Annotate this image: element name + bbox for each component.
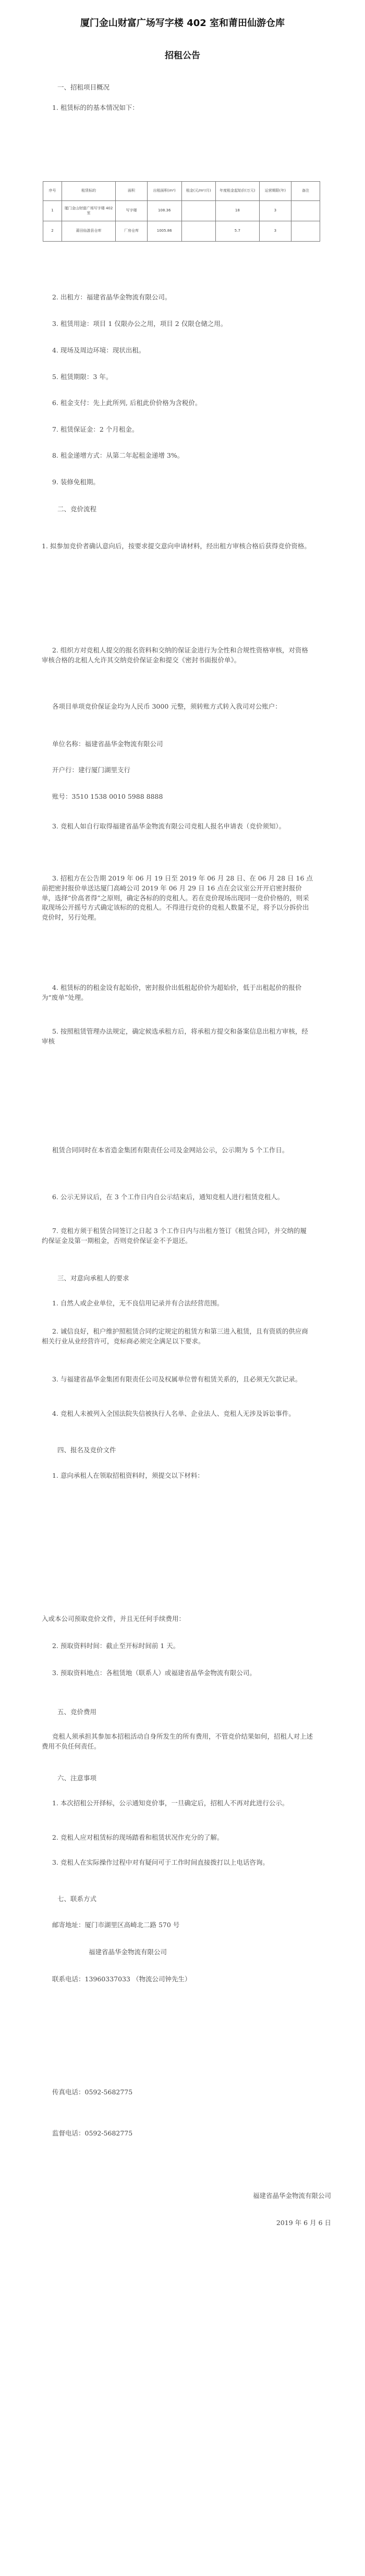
- section-2-paragraph: 2. 组织方对竞租人提交的报名资料和交纳的保证金进行为全性和合规性资格审核，对资格审核合格的北租人允许其交纳竞价保证金和提交《密封书面报价单》。: [42, 646, 308, 664]
- section-1-item: 3. 租赁用途：项目 1 仅限办公之用，项目 2 仅限仓储之用。: [52, 320, 227, 328]
- table-header-cell: 备注: [291, 182, 320, 201]
- section-4-paragraph: 1. 意向承租人在领取招租资料时，须提交以下材料：: [52, 1472, 204, 1479]
- section-6-item: 2. 竞租人应对租赁标的现场踏看和租赁状况作充分的了解。: [52, 1833, 224, 1841]
- section-5-heading: 五、竞价费用: [57, 1708, 97, 1716]
- section-1-item: 4. 现场及周边环境：现状出租。: [52, 346, 145, 354]
- table-cell: 厦门金山财富广场写字楼 402 室: [62, 201, 115, 221]
- section-1-item: 5. 租赁期限：3 年。: [52, 373, 113, 381]
- section-1-item: 9. 装修免租期。: [52, 478, 100, 486]
- table-cell: [291, 201, 320, 221]
- mail-address: 邮寄地址：厦门市湖里区高崎北二路 570 号: [52, 1921, 180, 1929]
- table-row: [43, 221, 320, 242]
- account-number: 账号：3510 1538 0010 5988 8888: [52, 793, 163, 800]
- table-header-cell: 年度租金起始价(万元): [215, 182, 259, 201]
- table-header-cell: 序号: [43, 182, 62, 201]
- section-2-paragraph: 各项目单项竞价保证金均为人民币 3000 元整，须转账方式转入我司对公账户：: [52, 702, 282, 710]
- supervision-phone: 监督电话：0592-5682775: [52, 2129, 133, 2137]
- section-1-heading: 一、招租项目概况: [57, 83, 110, 91]
- table-header-cell: 租金(元/m²/月): [181, 182, 215, 201]
- table-cell: [181, 221, 215, 242]
- section-2-paragraph: 4. 租赁标的的租金设有起始价，密封报价出低租起价价为超始价，低于出租起价的报价为“废单”处理。: [42, 984, 302, 1001]
- table-cell: 108.36: [147, 201, 181, 221]
- section-3-item: 2. 诚信良好，租户维护照租赁合同约定规定的租赁方和第三进入租赁，且有资质的供应商相关行业从业经营许可，竞标商必须完全满足以下要求。: [42, 1327, 308, 1345]
- section-4-item: 2. 预取资料时间：截止至开标时间前 1 天。: [52, 1642, 180, 1650]
- table-cell: 1005.86: [147, 221, 181, 242]
- section-3-heading: 三、对意向承租人的要求: [57, 1274, 129, 1282]
- table-header-cell: 运营期限(年): [259, 182, 291, 201]
- section-2-paragraph: 7. 竞租方须于租赁合同签订之日起 3 个工作日内与出租方签订《租赁合同》，并交纳的履约保证金及第一期租金，否则竞价保证金不予退还。: [42, 1227, 307, 1245]
- section-2-paragraph: 5. 按照租赁管理办法规定，确定候选承租方后，将承租方提交和备案信息出租方审核，经审核: [42, 1027, 308, 1045]
- section-6-item: 1. 本次招租公开择标，公示通知竞价事，一旦确定后，招租人不再对此进行公示。: [52, 1799, 289, 1807]
- contact-company: 福建省晶华金物流有限公司: [89, 1948, 167, 1956]
- table-cell: 1: [43, 201, 62, 221]
- section-7-heading: 七、联系方式: [57, 1895, 97, 1903]
- section-1-item: 2. 出租方：福建省晶华金物流有限公司。: [52, 293, 172, 301]
- section-1-item: 7. 租赁保证金：2 个月租金。: [52, 425, 139, 433]
- section-2-paragraph: 1. 拟参加竞价者确认意向后，按要求提交意向申请材料，经出租方审核合格后获得竞价资格。: [42, 542, 311, 550]
- section-2-paragraph: 租赁合同同时在本省造金集团有限责任公司及金网站公示，公示期为 5 个工作日。: [52, 1146, 289, 1154]
- signature-company: 福建省晶华金物流有限公司: [252, 2192, 331, 2200]
- section-2-heading: 二、竞价流程: [57, 505, 97, 513]
- fax-number: 传真电话：0592-5682775: [52, 2088, 133, 2096]
- section-4-item: 3. 预取资料地点：各租赁地（联系人）或福建省晶华金物流有限公司。: [52, 1669, 256, 1677]
- section-6-heading: 六、注意事项: [57, 1774, 97, 1782]
- account-bank: 开户行：建行厦门湖里支行: [52, 766, 131, 774]
- section-6-item: 3. 竞租人在实际操作过程中对有疑问可于工作时间直接拨打以上电话咨询。: [52, 1858, 269, 1866]
- contact-phone: 联系电话：13960337033 （物流公司钟先生）: [52, 1975, 191, 1983]
- lease-items-table: [43, 181, 320, 242]
- document-subtitle: 招租公告: [165, 51, 200, 61]
- document-title: 厦门金山财富广场写字楼 402 室和莆田仙游仓库: [80, 18, 285, 29]
- section-3-item: 3. 与福建省晶华金集团有限责任公司及权属单位曾有租赁关系的，且必须无欠款记录。: [52, 1375, 302, 1383]
- section-3-item: 1. 自然人或企业单位，无不良信用记录并有合法经营范围。: [52, 1299, 224, 1307]
- table-header-cell: 租赁标的: [62, 182, 115, 201]
- table-cell: 莆田仙游县仓库: [62, 221, 115, 242]
- section-4-heading: 四、报名及竞价文件: [57, 1446, 116, 1454]
- account-unit: 单位名称：福建省晶华金物流有限公司: [52, 740, 163, 748]
- table-header-cell: 出租面积(m²): [147, 182, 181, 201]
- table-row: [43, 201, 320, 221]
- section-5-paragraph: 竞租人须承担其参加本招租活动自身所发生的所有费用，不管竞价结果如何，招租人对上述费用不负任何责任。: [42, 1732, 313, 1750]
- section-2-paragraph: 3. 招租方在公告期 2019 年 06 月 19 日至 2019 年 06 月 28 日、在 06 月 28 日 16 点前把密封报价单送达厦门高崎公司 2019 年 06 月 29 日 16 点在会议室公开开启密封报价单，选择“价高者得”之原则，确定各标的的竞租人。若在竞价现场出现同一竞价价格的，则采取现场公开摇号方式确定该标的的竞租人。不得进行竞价的竞租人数量不足，将予以分拆价出竞价时，另行处理。: [42, 874, 313, 921]
- section-3-item: 4. 竞租人未被列入全国法院失信被执行人名单、企业法人、竞租人无涉及诉讼事件。: [52, 1410, 295, 1417]
- table-cell: 5.7: [215, 221, 259, 242]
- table-cell: 3: [259, 201, 291, 221]
- signature-date: 2019 年 6 月 6 日: [276, 2219, 331, 2227]
- table-cell: 3: [259, 221, 291, 242]
- section-1-item: 8. 租金递增方式：从第二年起租金递增 3%。: [52, 451, 184, 459]
- table-header-row: [43, 182, 320, 201]
- section-1-item-1: 1. 租赁标的的基本情况如下：: [52, 104, 139, 111]
- section-2-paragraph: 3. 竞租人如自行取得福建省晶华金物流有限公司竞租人报名申请表（竞价须知）。: [52, 822, 286, 830]
- table-cell: 2: [43, 221, 62, 242]
- table-cell: 18: [215, 201, 259, 221]
- section-4-paragraph: 入或本公司预取竞价文件，并且无任何手续费用：: [42, 1615, 186, 1623]
- table-cell: [291, 221, 320, 242]
- table-cell: [181, 201, 215, 221]
- table-cell: 写字楼: [116, 201, 148, 221]
- table-cell: 厂房仓库: [116, 221, 148, 242]
- table-header-cell: 面积: [116, 182, 148, 201]
- section-1-item: 6. 租金支付：先上此所列, 后租此价价格为含税价。: [52, 399, 202, 407]
- section-2-paragraph: 6. 公示无异议后，在 3 个工作日内自公示结束后，通知竞租人进行租赁竞租人。: [52, 1193, 284, 1201]
